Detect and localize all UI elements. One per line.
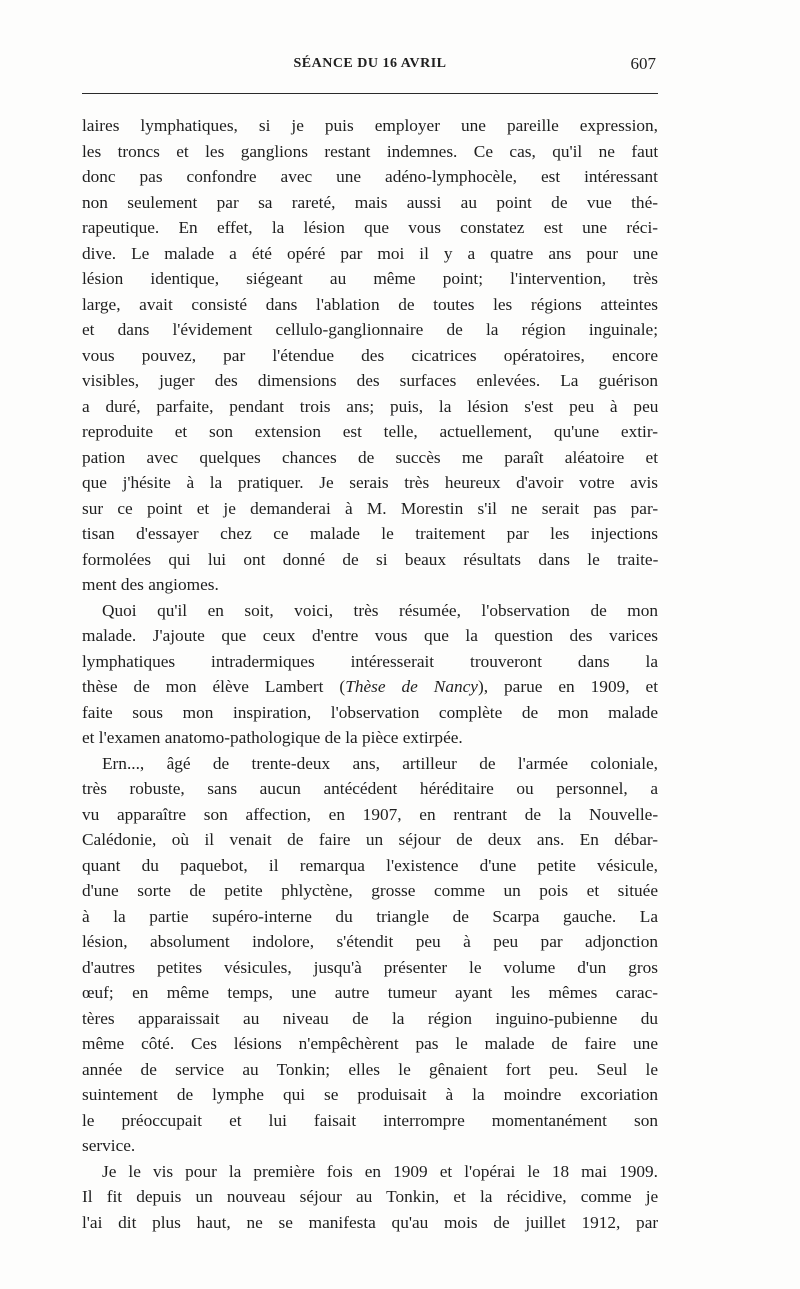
text-line: visibles, juger des dimensions des surfaces enlevées. La guérison [82,371,658,390]
text-line: lésion, absolument indolore, s'étendit peu à peu par adjonction [82,932,658,951]
text-line: service. [82,1136,136,1155]
text-line: année de service au Tonkin; elles le gênaient fort peu. Seul le [82,1059,658,1079]
text-line: vu apparaître son affection, en 1907, en rentrant de la Nouvelle- [82,804,659,824]
text-line: large, avait consisté dans l'ablation de toutes les régions atteintes [82,294,658,314]
text-line: suintement de lymphe qui se produisait à la moindre excoriation [82,1085,658,1104]
paragraph-2 [82,598,658,751]
text-line: non seulement par sa rareté, mais aussi au point de vue thé- [82,192,658,212]
text-line: pation avec quelques chances de succès me paraît aléatoire et [82,447,658,467]
page-number: 607 [630,54,656,73]
text-line: Il fit depuis un nouveau séjour au Tonkin, et la récidive, comme je [82,1187,659,1206]
text-fragment: ), parue en 1909, et [477,677,658,696]
text-line: d'une sorte de petite phlyctène, grosse comme un pois et située [82,881,658,900]
header-rule [82,93,658,94]
text-line: Je le vis pour la première fois en 1909 et l'opérai le 18 mai 1909. [102,1161,658,1181]
paragraph-1 [82,113,658,598]
text-line: l'ai dit plus haut, ne se manifesta qu'au mois de juillet 1912, par [82,1212,659,1232]
text-line: œuf; en même temps, une autre tumeur ayant les mêmes carac- [82,983,658,1002]
text-line: dive. Le malade a été opéré par moi il y a quatre ans pour une [82,243,658,263]
text-fragment: thèse de mon élève Lambert ( [82,677,346,696]
text-line: à la partie supéro-interne du triangle de Scarpa gauche. La [82,906,658,926]
paragraph-4 [82,1159,658,1236]
text-line: Calédonie, où il venait de faire un séjour de deux ans. En débar- [82,830,659,849]
text-line: quant du paquebot, il remarqua l'existence d'une petite vésicule, [82,855,658,875]
body-text [82,113,658,1235]
text-line: Quoi qu'il en soit, voici, très résumée, l'observation de mon [102,600,658,620]
text-line: tisan d'essayer chez ce malade le traitement par les injections [82,524,658,543]
running-head: SÉANCE DU 16 AVRIL [293,56,447,71]
text-line: formolées qui lui ont donné de si beaux résultats dans le traite- [82,549,659,569]
text-line: malade. J'ajoute que ceux d'entre vous que la question des varices [82,626,658,645]
text-line: d'autres petites vésicules, jusqu'à présenter le volume d'un gros [82,957,658,977]
text-line: et dans l'évidement cellulo-ganglionnaire de la région inguinale; [82,320,658,339]
text-line: vous pouvez, par l'étendue des cicatrices opératoires, encore [82,345,658,365]
text-line: lésion identique, siégeant au même point; l'intervention, très [82,269,658,288]
text-line: faite sous mon inspiration, l'observation complète de mon malade [82,702,658,722]
text-line: les troncs et les ganglions restant indemnes. Ce cas, qu'il ne faut [82,141,659,161]
text-line: que j'hésite à la pratiquer. Je serais très heureux d'avoir votre avis [82,473,658,492]
text-line: a duré, parfaite, pendant trois ans; puis, la lésion s'est peu à peu [82,396,659,416]
page-header [82,56,658,80]
text-line: le préoccupait et lui faisait interrompre momentanément son [82,1110,658,1130]
text-line: laires lymphatiques, si je puis employer une pareille expression, [82,116,658,135]
text-line-with-citation [82,674,658,700]
text-line: rapeutique. En effet, la lésion que vous constatez est une réci- [82,218,658,237]
citation-title: Thèse de Nancy [345,677,478,696]
text-line: ment des angiomes. [82,575,219,594]
text-line: tères apparaissait au niveau de la région inguino-pubienne du [82,1008,658,1028]
text-line: Ern..., âgé de trente-deux ans, artilleur de l'armée coloniale, [102,753,658,773]
paragraph-3 [82,751,658,1159]
text-line: même côté. Ces lésions n'empêchèrent pas le malade de faire une [82,1034,658,1053]
text-line: et l'examen anatomo-pathologique de la pièce extirpée. [82,728,463,747]
text-line: donc pas confondre avec une adéno-lymphocèle, est intéressant [82,167,658,186]
text-line: très robuste, sans aucun antécédent héréditaire ou personnel, a [82,779,658,798]
text-line: lymphatiques intradermiques intéresserait trouveront dans la [82,651,658,671]
text-line: sur ce point et je demanderai à M. Morestin s'il ne serait pas par- [82,498,659,518]
text-line: reproduite et son extension est telle, actuellement, qu'une extir- [82,422,658,441]
